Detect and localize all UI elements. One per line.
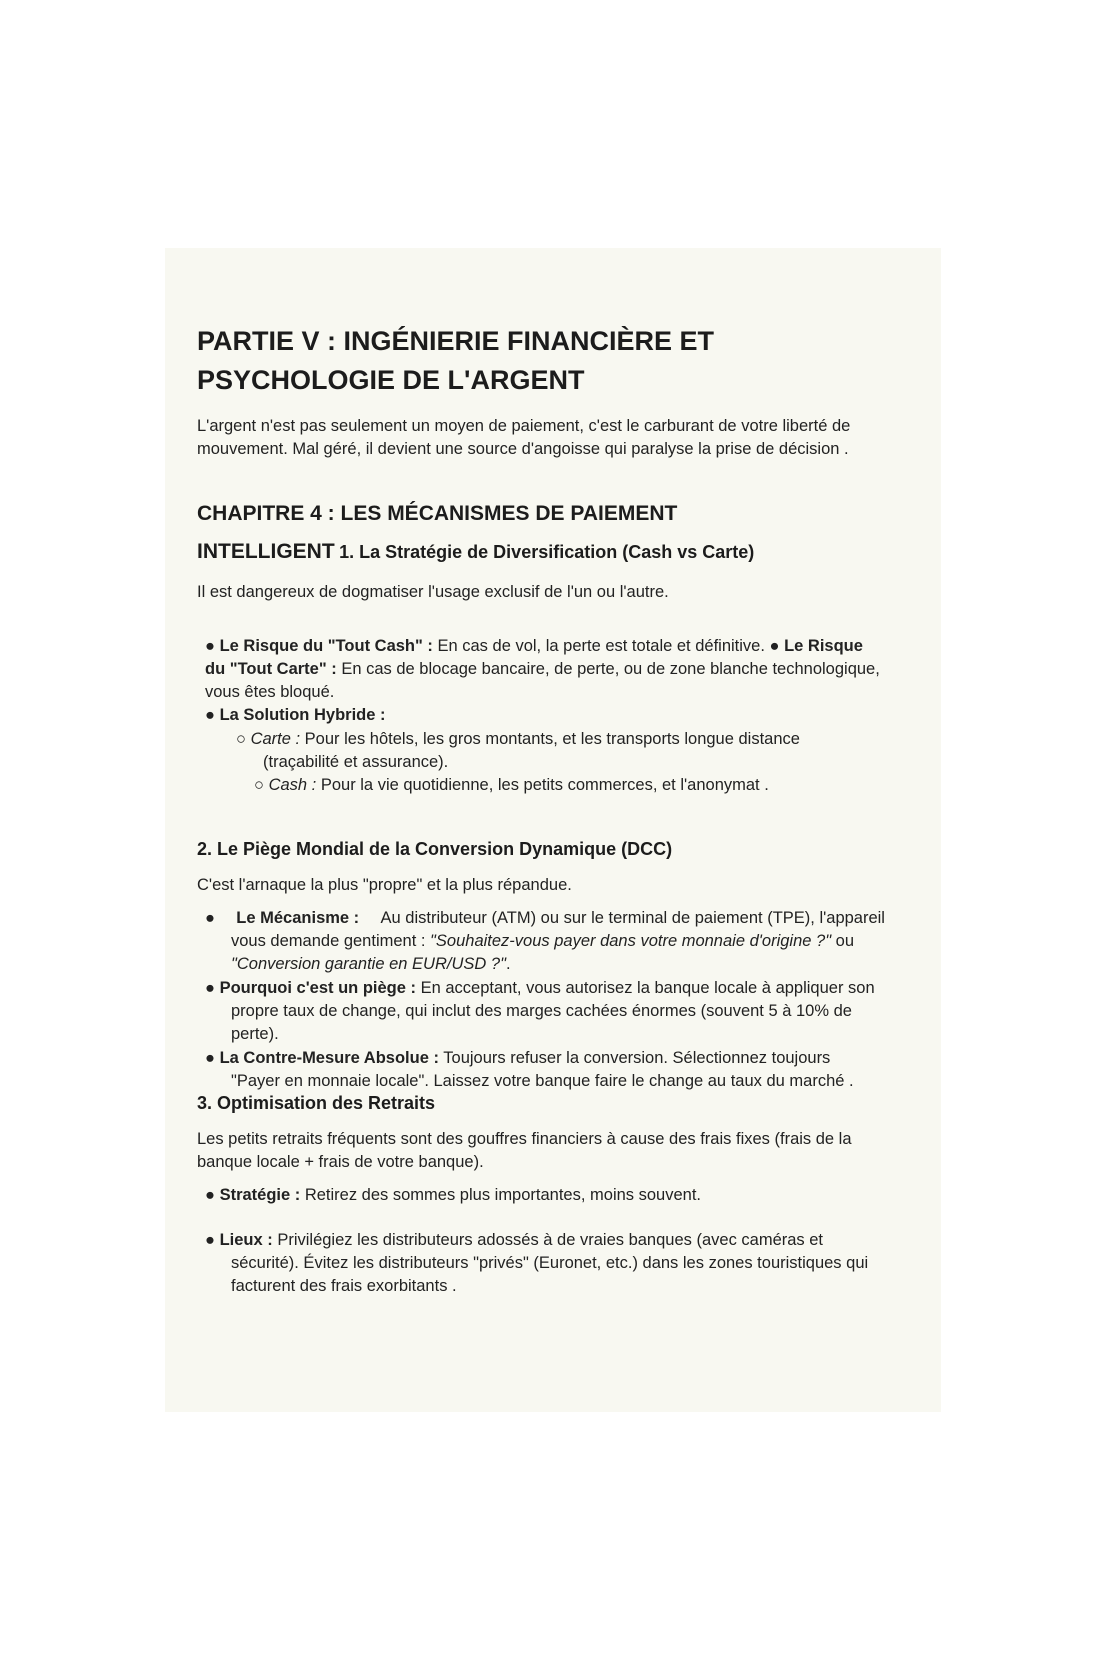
- trap-text-line-1: En acceptant, vous autorisez la banque locale à appliquer son: [416, 979, 875, 997]
- bullet-icon: ●: [205, 706, 215, 724]
- section-3-intro-line-1: Les petits retraits fréquents sont des gouffres financiers à cause des frais fixes (frais de la: [197, 1130, 852, 1148]
- places-bullet: [205, 1229, 823, 1252]
- places-label: Lieux :: [219, 1231, 273, 1249]
- strategy-bullet: [205, 1184, 701, 1207]
- mechanism-quote-1: "Souhaitez-vous payer dans votre monnaie d'origine ?": [430, 932, 832, 950]
- counter-text-line-1: Toujours refuser la conversion. Sélectionnez toujours: [438, 1049, 831, 1067]
- mechanism-or: ou: [831, 932, 855, 950]
- part-title-line-2: PSYCHOLOGIE DE L'ARGENT: [197, 365, 585, 395]
- trap-bullet: [205, 977, 875, 1000]
- section-2-intro: C'est l'arnaque la plus "propre" et la plus répandue.: [197, 876, 572, 894]
- trap-label: Pourquoi c'est un piège :: [219, 979, 416, 997]
- card-text-line-1: Pour les hôtels, les gros montants, et les transports longue distance: [300, 730, 800, 748]
- card-sub-bullet: [236, 728, 800, 751]
- strategy-text: Retirez des sommes plus importantes, moins souvent.: [300, 1186, 701, 1204]
- card-text-line-2: (traçabilité et assurance).: [263, 753, 449, 771]
- risk-card-label-part-1: Le Risque: [784, 637, 863, 655]
- counter-bullet: [205, 1047, 830, 1070]
- mechanism-label: Le Mécanisme :: [236, 909, 360, 927]
- part-intro-line-1: L'argent n'est pas seulement un moyen de paiement, c'est le carburant de votre liberté de: [197, 417, 851, 435]
- section-2-title: 2. Le Piège Mondial de la Conversion Dynamique (DCC): [197, 839, 673, 859]
- trap-text-line-3: perte).: [231, 1025, 279, 1043]
- section-3-intro-line-2: banque locale + frais de votre banque).: [197, 1153, 484, 1171]
- mechanism-line-3: [231, 953, 511, 976]
- risk-cash-text: En cas de vol, la perte est totale et définitive.: [432, 637, 770, 655]
- places-text-line-1: Privilégiez les distributeurs adossés à de vraies banques (avec caméras et: [272, 1231, 824, 1249]
- sub-bullet-icon: ○: [236, 730, 246, 748]
- bullet-icon: ●: [205, 1231, 215, 1249]
- hybrid-label: La Solution Hybride :: [219, 706, 386, 724]
- places-text-line-3: facturent des frais exorbitants .: [231, 1277, 457, 1295]
- chapter-title-line-1: CHAPITRE 4 : LES MÉCANISMES DE PAIEMENT: [197, 502, 678, 525]
- mechanism-end: .: [505, 955, 511, 973]
- counter-text-line-2: "Payer en monnaie locale". Laissez votre banque faire le change au taux du marché .: [231, 1072, 854, 1090]
- strategy-label: Stratégie :: [219, 1186, 301, 1204]
- part-intro-line-2: mouvement. Mal géré, il devient une source d'angoisse qui paralyse la prise de décision .: [197, 440, 849, 458]
- risk-bullets-line-2: [205, 658, 880, 681]
- places-text-line-2: sécurité). Évitez les distributeurs "privés" (Euronet, etc.) dans les zones touristiques qui: [231, 1254, 869, 1272]
- mechanism-quote-2: "Conversion garantie en EUR/USD ?": [231, 955, 506, 973]
- bullet-icon: ●: [205, 1186, 215, 1204]
- mechanism-bullet-line-1: [205, 907, 885, 930]
- mechanism-line-2: [231, 930, 854, 953]
- bullet-icon: ●: [205, 637, 215, 655]
- bullet-icon: ●: [205, 979, 215, 997]
- risk-cash-label: Le Risque du "Tout Cash" :: [219, 637, 433, 655]
- section-1-title: 1. La Stratégie de Diversification (Cash vs Carte): [339, 542, 755, 562]
- chapter-title-line-2: INTELLIGENT: [197, 540, 335, 563]
- trap-text-line-2: propre taux de change, qui inclut des marges cachées énormes (souvent 5 à 10% de: [231, 1002, 852, 1020]
- mechanism-text-line-1: Au distributeur (ATM) ou sur le terminal de paiement (TPE), l'appareil: [380, 909, 885, 927]
- bullet-icon: ●: [205, 909, 215, 927]
- bullet-icon: ●: [205, 1049, 215, 1067]
- hybrid-bullet: [205, 704, 385, 727]
- chapter-title-line-2-row: [197, 540, 754, 564]
- cash-label: Cash :: [268, 776, 317, 794]
- card-label: Carte :: [250, 730, 301, 748]
- part-title-line-1: PARTIE V : INGÉNIERIE FINANCIÈRE ET: [197, 326, 715, 356]
- counter-label: La Contre-Mesure Absolue :: [219, 1049, 439, 1067]
- section-3-title: 3. Optimisation des Retraits: [197, 1093, 436, 1113]
- risk-bullets-line-1: [205, 635, 863, 658]
- risk-card-label-part-2: du "Tout Carte" :: [205, 660, 337, 678]
- bullet-icon: ●: [769, 637, 780, 655]
- cash-sub-bullet: [254, 774, 769, 797]
- risk-card-text-line-1: En cas de blocage bancaire, de perte, ou de zone blanche technologique,: [336, 660, 880, 678]
- mechanism-text-line-2: vous demande gentiment :: [231, 932, 431, 950]
- cash-text: Pour la vie quotidienne, les petits commerces, et l'anonymat .: [316, 776, 769, 794]
- section-1-intro: Il est dangereux de dogmatiser l'usage exclusif de l'un ou l'autre.: [197, 583, 669, 601]
- risk-card-text-line-2: vous êtes bloqué.: [205, 683, 335, 701]
- sub-bullet-icon: ○: [254, 776, 264, 794]
